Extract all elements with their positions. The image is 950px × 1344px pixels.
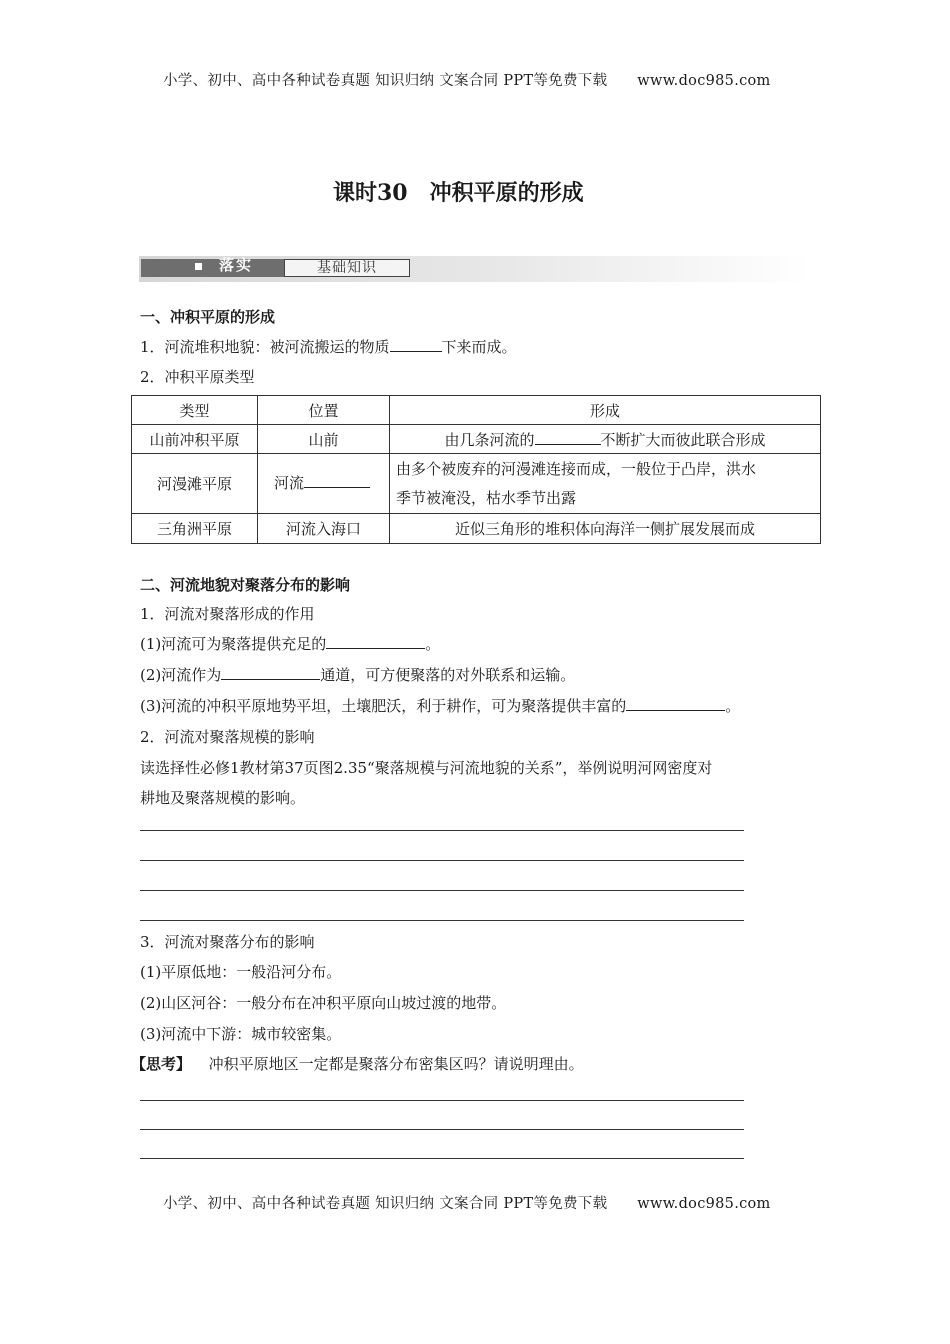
table-cell: 由多个被废弃的河漫滩连接而成，一般位于凸岸，洪水 季节被淹没，枯水季节出露 <box>390 454 821 514</box>
table-cell: 河流 <box>258 454 390 514</box>
square-bullet-icon <box>195 263 202 270</box>
section1-item2: 2．冲积平原类型 <box>140 368 255 386</box>
banner-main-label: 落实 <box>219 256 254 274</box>
answer-line[interactable] <box>140 920 744 921</box>
table-cell: 三角洲平原 <box>132 514 258 544</box>
section-banner <box>139 256 811 282</box>
section2-sub2: 2．河流对聚落规模的影响 <box>140 728 315 746</box>
footer-url[interactable]: www.doc985.com <box>637 1196 771 1212</box>
table-header-cell: 形成 <box>390 396 821 425</box>
answer-blank[interactable] <box>390 337 442 352</box>
table-cell: 河漫滩平原 <box>132 454 258 514</box>
question-line-2: 耕地及聚落规模的影响。 <box>140 789 306 807</box>
answer-blank[interactable] <box>626 696 725 711</box>
plain-types-table <box>131 395 821 544</box>
answer-line[interactable] <box>140 890 744 891</box>
section2-heading: 二、河流地貌对聚落分布的影响 <box>140 576 351 594</box>
section2-p2: (2)河流作为 通道，可方便聚落的对外联系和运输。 <box>140 666 576 684</box>
distribution-item-2: (2)山区河谷：一般分布在冲积平原向山坡过渡的地带。 <box>140 994 507 1012</box>
answer-blank[interactable] <box>304 473 370 488</box>
distribution-item-1: (1)平原低地：一般沿河分布。 <box>140 963 342 981</box>
answer-blank[interactable] <box>221 665 320 680</box>
answer-blank[interactable] <box>535 430 601 445</box>
section1-item1: 1．河流堆积地貌：被河流搬运的物质 下来而成。 <box>140 338 517 356</box>
section2-p1: (1)河流可为聚落提供充足的 。 <box>140 635 441 653</box>
think-prompt <box>131 1054 584 1074</box>
table-cell: 由几条河流的 不断扩大而彼此联合形成 <box>390 425 821 454</box>
page-footer <box>163 1192 771 1213</box>
table-row <box>132 514 821 544</box>
table-row <box>132 454 821 514</box>
page-title: 课时30 冲积平原的形成 <box>333 180 584 206</box>
table-cell: 河流入海口 <box>258 514 390 544</box>
answer-line[interactable] <box>140 1100 744 1101</box>
think-question: 冲积平原地区一定都是聚落分布密集区吗？请说明理由。 <box>208 1055 584 1073</box>
distribution-item-3: (3)河流中下游：城市较密集。 <box>140 1025 342 1043</box>
answer-line[interactable] <box>140 830 744 831</box>
answer-line[interactable] <box>140 1129 744 1130</box>
page-header <box>163 69 771 90</box>
answer-line[interactable] <box>140 860 744 861</box>
section2-p3: (3)河流的冲积平原地势平坦，土壤肥沃，利于耕作，可为聚落提供丰富的 。 <box>140 697 741 715</box>
table-cell: 近似三角形的堆积体向海洋一侧扩展发展而成 <box>390 514 821 544</box>
banner-sub-label: 基础知识 <box>317 260 377 276</box>
footer-text: 小学、初中、高中各种试卷真题 知识归纳 文案合同 PPT等免费下载 <box>163 1196 608 1212</box>
header-text: 小学、初中、高中各种试卷真题 知识归纳 文案合同 PPT等免费下载 <box>163 73 608 89</box>
table-row <box>132 425 821 454</box>
section2-sub1: 1．河流对聚落形成的作用 <box>140 605 315 623</box>
answer-line[interactable] <box>140 1158 744 1159</box>
table-cell: 山前 <box>258 425 390 454</box>
table-header-cell: 类型 <box>132 396 258 425</box>
table-header-cell: 位置 <box>258 396 390 425</box>
section1-heading: 一、冲积平原的形成 <box>140 308 276 326</box>
table-cell: 山前冲积平原 <box>132 425 258 454</box>
table-header-row <box>132 396 821 425</box>
think-label: 【思考】 <box>131 1055 192 1073</box>
question-line-1: 读选择性必修1教材第37页图2.35“聚落规模与河流地貌的关系”，举例说明河网密度对 <box>140 759 713 777</box>
answer-blank[interactable] <box>326 634 425 649</box>
section2-sub3: 3．河流对聚落分布的影响 <box>140 933 315 951</box>
header-url[interactable]: www.doc985.com <box>637 73 771 89</box>
